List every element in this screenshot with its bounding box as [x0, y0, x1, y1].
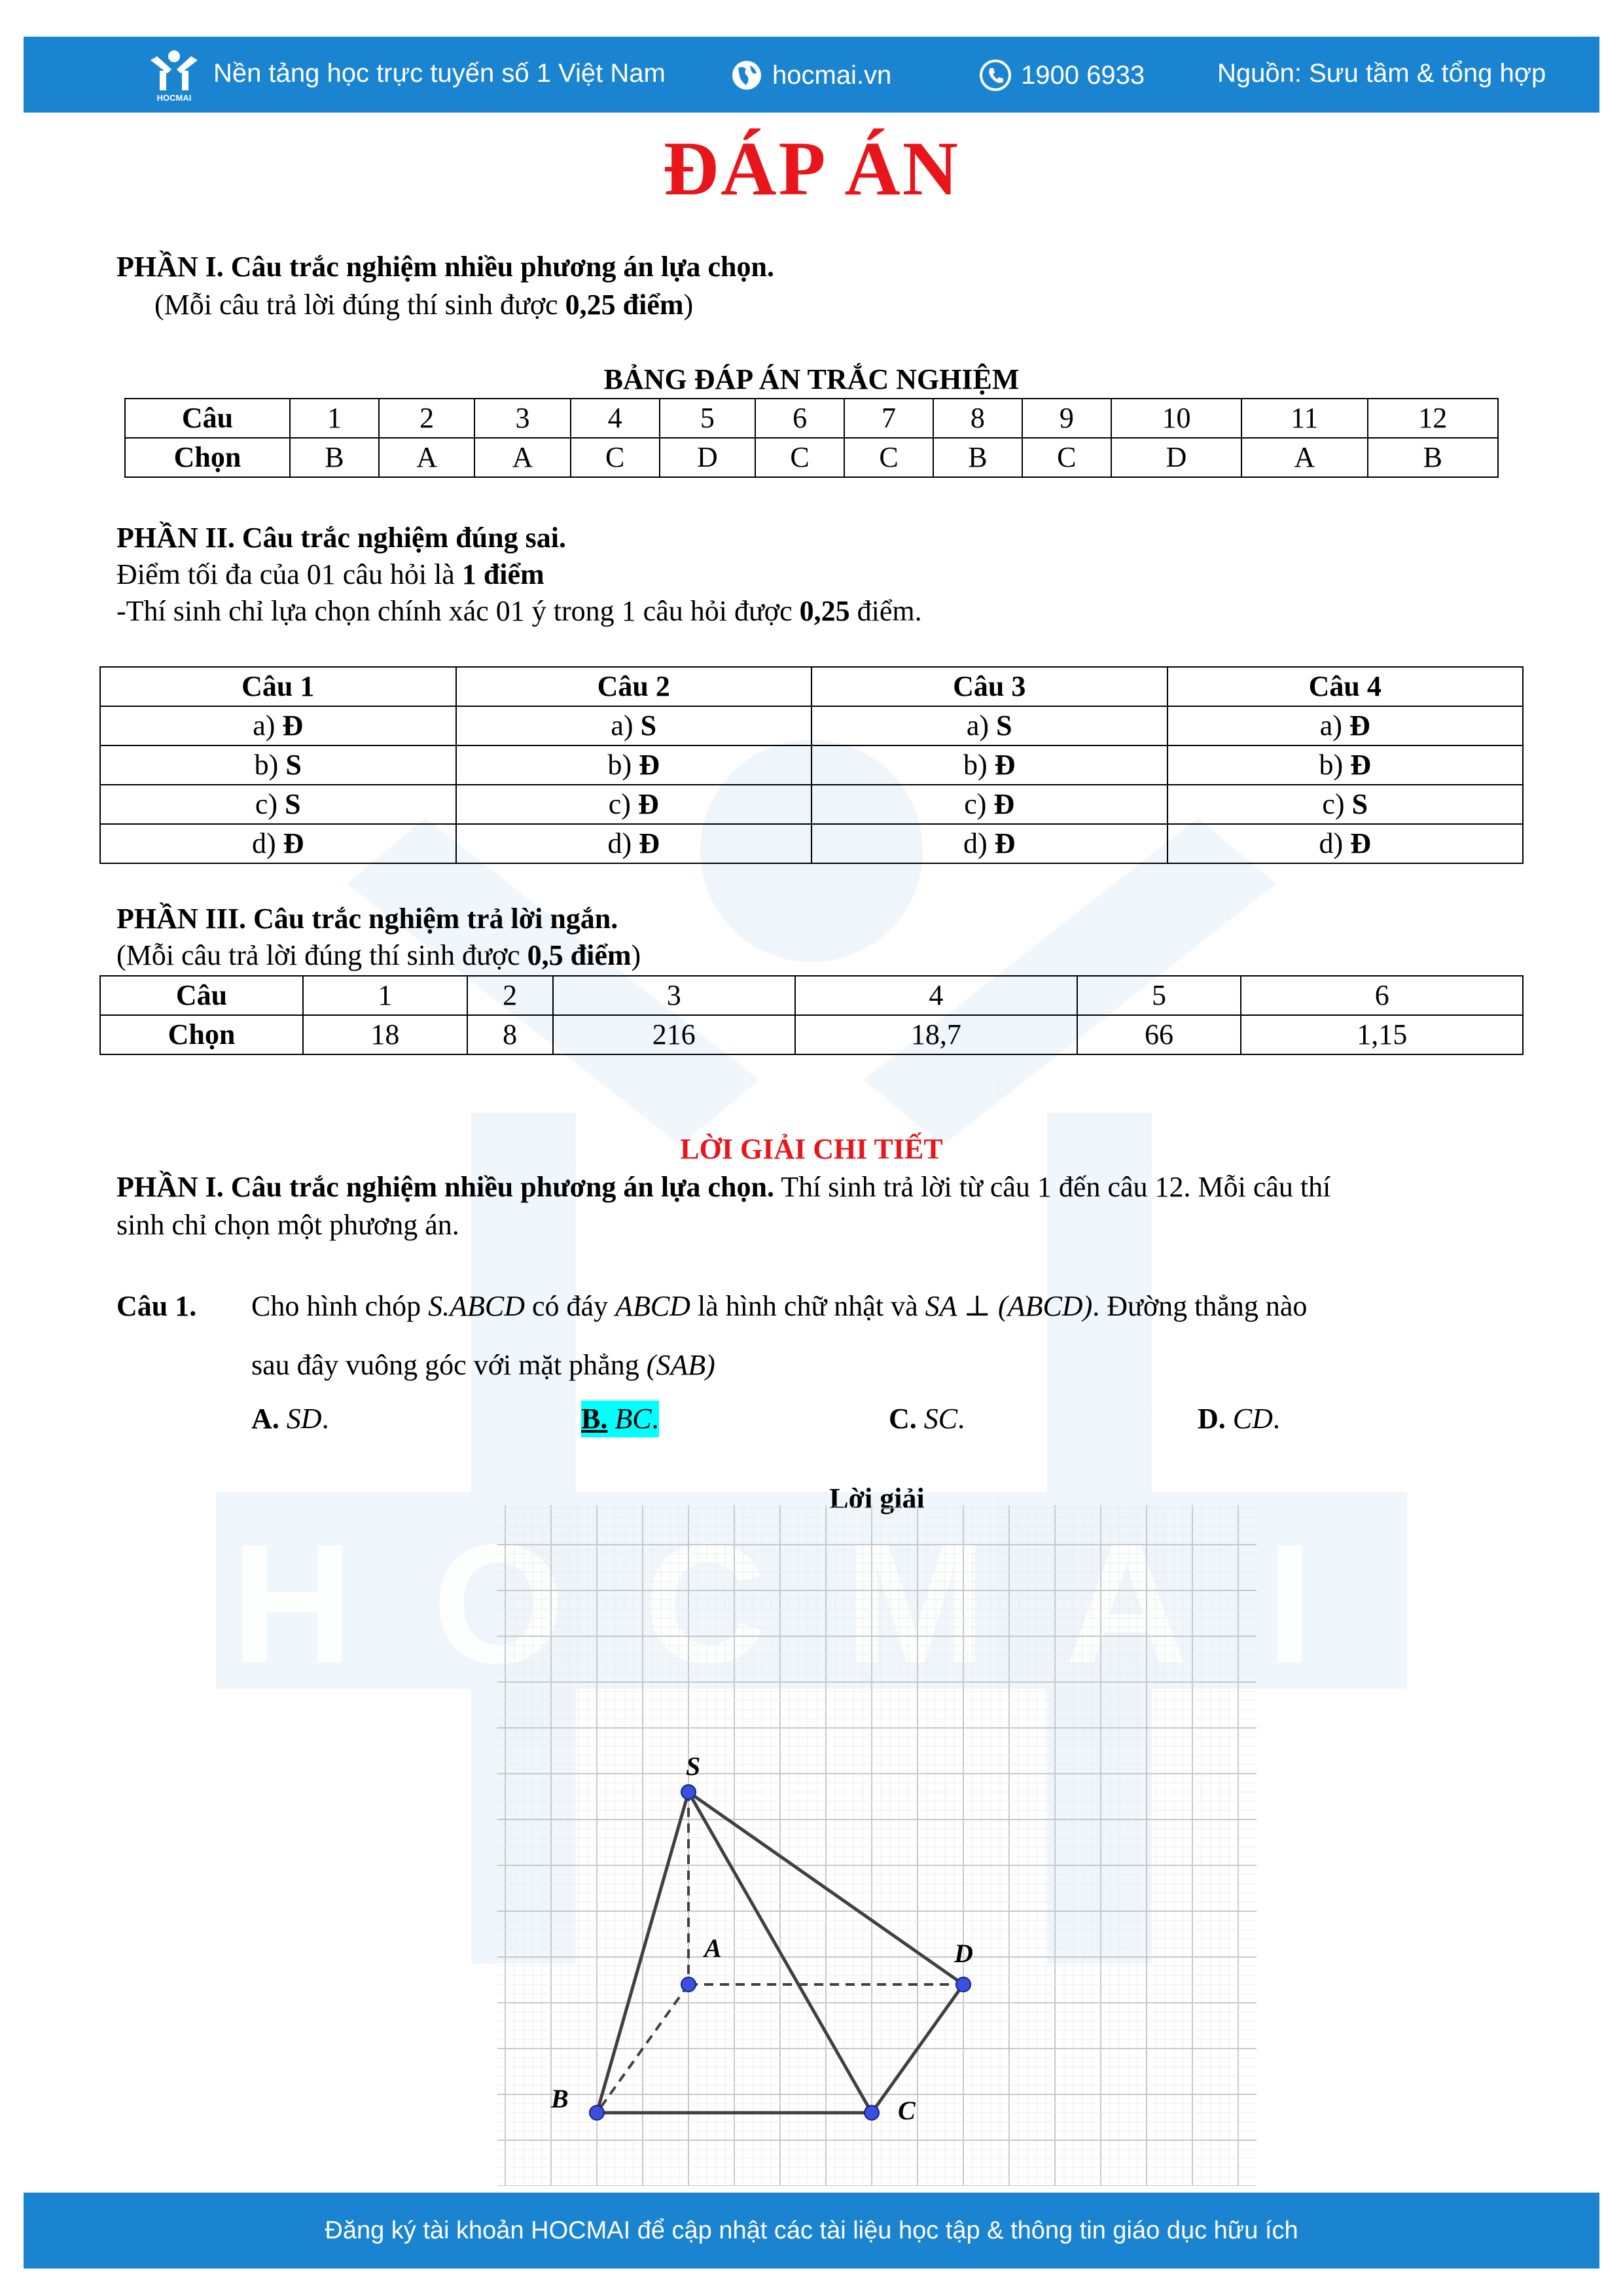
table-cell: 1 [290, 399, 379, 438]
vertex-a [681, 1977, 696, 1992]
table-row [125, 438, 1498, 477]
header-phone[interactable] [979, 59, 1145, 92]
part1-heading: PHẦN I. Câu trắc nghiệm nhiều phương án lựa chọn. [116, 251, 774, 283]
table-cell: b) Đ [812, 745, 1168, 785]
phone-text[interactable]: 1900 6933 [1021, 60, 1145, 90]
table-cell: 9 [1022, 399, 1111, 438]
option-a: A. SD. [251, 1403, 329, 1435]
table-header-cell: Câu [125, 399, 290, 438]
table-cell: D [1111, 438, 1241, 477]
vertex-label-d: D [954, 1939, 973, 1968]
table-cell: 1,15 [1241, 1015, 1523, 1054]
table-header-cell: Câu 3 [812, 667, 1168, 706]
part2-answer-table [99, 666, 1524, 864]
table-cell: 8 [933, 399, 1022, 438]
table-cell: d) Đ [1168, 824, 1524, 863]
part1-note: (Mỗi câu trả lời đúng thí sinh được 0,25 điểm) [154, 289, 694, 321]
table-cell: B [933, 438, 1022, 477]
pyramid-figure [497, 1505, 1257, 2186]
part3-answer-table [99, 975, 1524, 1055]
vertex-label-s: S [686, 1751, 701, 1781]
table-cell: 6 [1241, 976, 1523, 1015]
table-cell: 66 [1077, 1015, 1241, 1054]
table-cell: a) Đ [100, 706, 456, 745]
table-header-cell: Chọn [125, 438, 290, 477]
vertex-label-b: B [551, 2084, 569, 2113]
table-cell: 3 [474, 399, 570, 438]
table-cell: 2 [379, 399, 474, 438]
part1-answer-table [124, 398, 1499, 478]
table-cell: 5 [660, 399, 755, 438]
table-cell: B [1368, 438, 1498, 477]
solution-part1-line2: sinh chỉ chọn một phương án. [116, 1209, 459, 1241]
table-cell: 12 [1368, 399, 1498, 438]
option-c: C. SC. [889, 1403, 965, 1435]
phone-icon [979, 59, 1012, 92]
question-1-label: Câu 1. [116, 1290, 197, 1322]
vertex-label-a: A [704, 1933, 722, 1963]
website-text[interactable]: hocmai.vn [772, 60, 892, 90]
table-cell: b) Đ [1168, 745, 1524, 785]
part2-heading: PHẦN II. Câu trắc nghiệm đúng sai. [116, 522, 566, 554]
table-cell: C [571, 438, 660, 477]
option-d: D. CD. [1198, 1403, 1280, 1435]
part3-note: (Mỗi câu trả lời đúng thí sinh được 0,5 điểm) [116, 939, 641, 971]
loi-giai-heading: Lời giải [829, 1482, 925, 1515]
table-row [100, 785, 1523, 824]
table-cell: 5 [1077, 976, 1241, 1015]
header-source: Nguồn: Sưu tầm & tổng hợp [1217, 59, 1546, 88]
table-cell: b) Đ [456, 745, 812, 785]
page-title: ĐÁP ÁN [663, 126, 960, 211]
vertex-d [956, 1977, 971, 1992]
table-cell: 18 [303, 1015, 467, 1054]
table-cell: 18,7 [795, 1015, 1077, 1054]
table-cell: A [1241, 438, 1367, 477]
solution-part1-line1: PHẦN I. Câu trắc nghiệm nhiều phương án lựa chọn. Thí sinh trả lời từ câu 1 đến câu 12. Mỗi câu thí [116, 1171, 1331, 1203]
footer-text: Đăng ký tài khoản HOCMAI để cập nhật các tài liệu học tập & thông tin giáo dục hữu ích [325, 2217, 1298, 2244]
table-header-cell: Câu 2 [456, 667, 812, 706]
table-header-cell: Câu 1 [100, 667, 456, 706]
table-cell: 6 [755, 399, 844, 438]
table-cell: a) S [456, 706, 812, 745]
watermark-text: HOCMAI [230, 1509, 1393, 1699]
table-cell: C [755, 438, 844, 477]
table-cell: d) Đ [812, 824, 1168, 863]
table-header-cell: Câu 4 [1168, 667, 1524, 706]
table-row [100, 824, 1523, 863]
table-cell: 1 [303, 976, 467, 1015]
table-cell: a) Đ [1168, 706, 1524, 745]
table-cell: D [660, 438, 755, 477]
table-cell: A [474, 438, 570, 477]
table-cell: d) Đ [456, 824, 812, 863]
table-header-cell: Câu [100, 976, 303, 1015]
table-cell: c) Đ [812, 785, 1168, 824]
globe-icon [730, 59, 763, 92]
table-cell: 2 [467, 976, 553, 1015]
table-row [100, 745, 1523, 785]
part1-table-title: BẢNG ĐÁP ÁN TRẮC NGHIỆM [603, 363, 1020, 395]
vertex-c [865, 2106, 879, 2120]
table-row [100, 706, 1523, 745]
part2-line1: Điểm tối đa của 01 câu hỏi là 1 điểm [116, 558, 544, 590]
logo-text: HOCMAI [156, 93, 192, 102]
table-cell: B [290, 438, 379, 477]
table-cell: b) S [100, 745, 456, 785]
table-cell: A [379, 438, 474, 477]
table-cell: c) Đ [456, 785, 812, 824]
table-row [100, 976, 1523, 1015]
table-cell: 3 [553, 976, 796, 1015]
table-row [125, 399, 1498, 438]
table-cell: 4 [571, 399, 660, 438]
table-cell: 8 [467, 1015, 553, 1054]
table-cell: d) Đ [100, 824, 456, 863]
part3-heading: PHẦN III. Câu trắc nghiệm trả lời ngắn. [116, 903, 618, 935]
header-bar [24, 37, 1599, 113]
header-slogan: Nền tảng học trực tuyến số 1 Việt Nam [213, 59, 666, 88]
table-cell: C [844, 438, 933, 477]
part2-line2: -Thí sinh chỉ lựa chọn chính xác 01 ý trong 1 câu hỏi được 0,25 điểm. [116, 595, 922, 627]
vertex-label-c: C [898, 2096, 916, 2125]
table-cell: 7 [844, 399, 933, 438]
vertex-s [681, 1785, 696, 1799]
table-cell: c) S [1168, 785, 1524, 824]
table-row [100, 667, 1523, 706]
table-cell: 216 [553, 1015, 796, 1054]
vertex-b [590, 2106, 604, 2120]
table-cell: 11 [1241, 399, 1367, 438]
solution-title: LỜI GIẢI CHI TIẾT [680, 1133, 943, 1165]
table-cell: 10 [1111, 399, 1241, 438]
question-1-text-line2: sau đây vuông góc với mặt phẳng (SAB) [251, 1349, 715, 1381]
table-cell: C [1022, 438, 1111, 477]
question-1-text: Cho hình chóp S.ABCD có đáy ABCD là hình chữ nhật và SA ⊥ (ABCD). Đường thẳng nào [251, 1290, 1308, 1322]
hocmai-logo-icon [141, 47, 207, 102]
option-b-correct: B. BC. [581, 1401, 659, 1437]
table-cell: c) S [100, 785, 456, 824]
footer-bar [24, 2193, 1599, 2269]
header-website[interactable] [730, 59, 891, 92]
table-header-cell: Chọn [100, 1015, 303, 1054]
table-cell: a) S [812, 706, 1168, 745]
table-cell: 4 [795, 976, 1077, 1015]
table-row [100, 1015, 1523, 1054]
